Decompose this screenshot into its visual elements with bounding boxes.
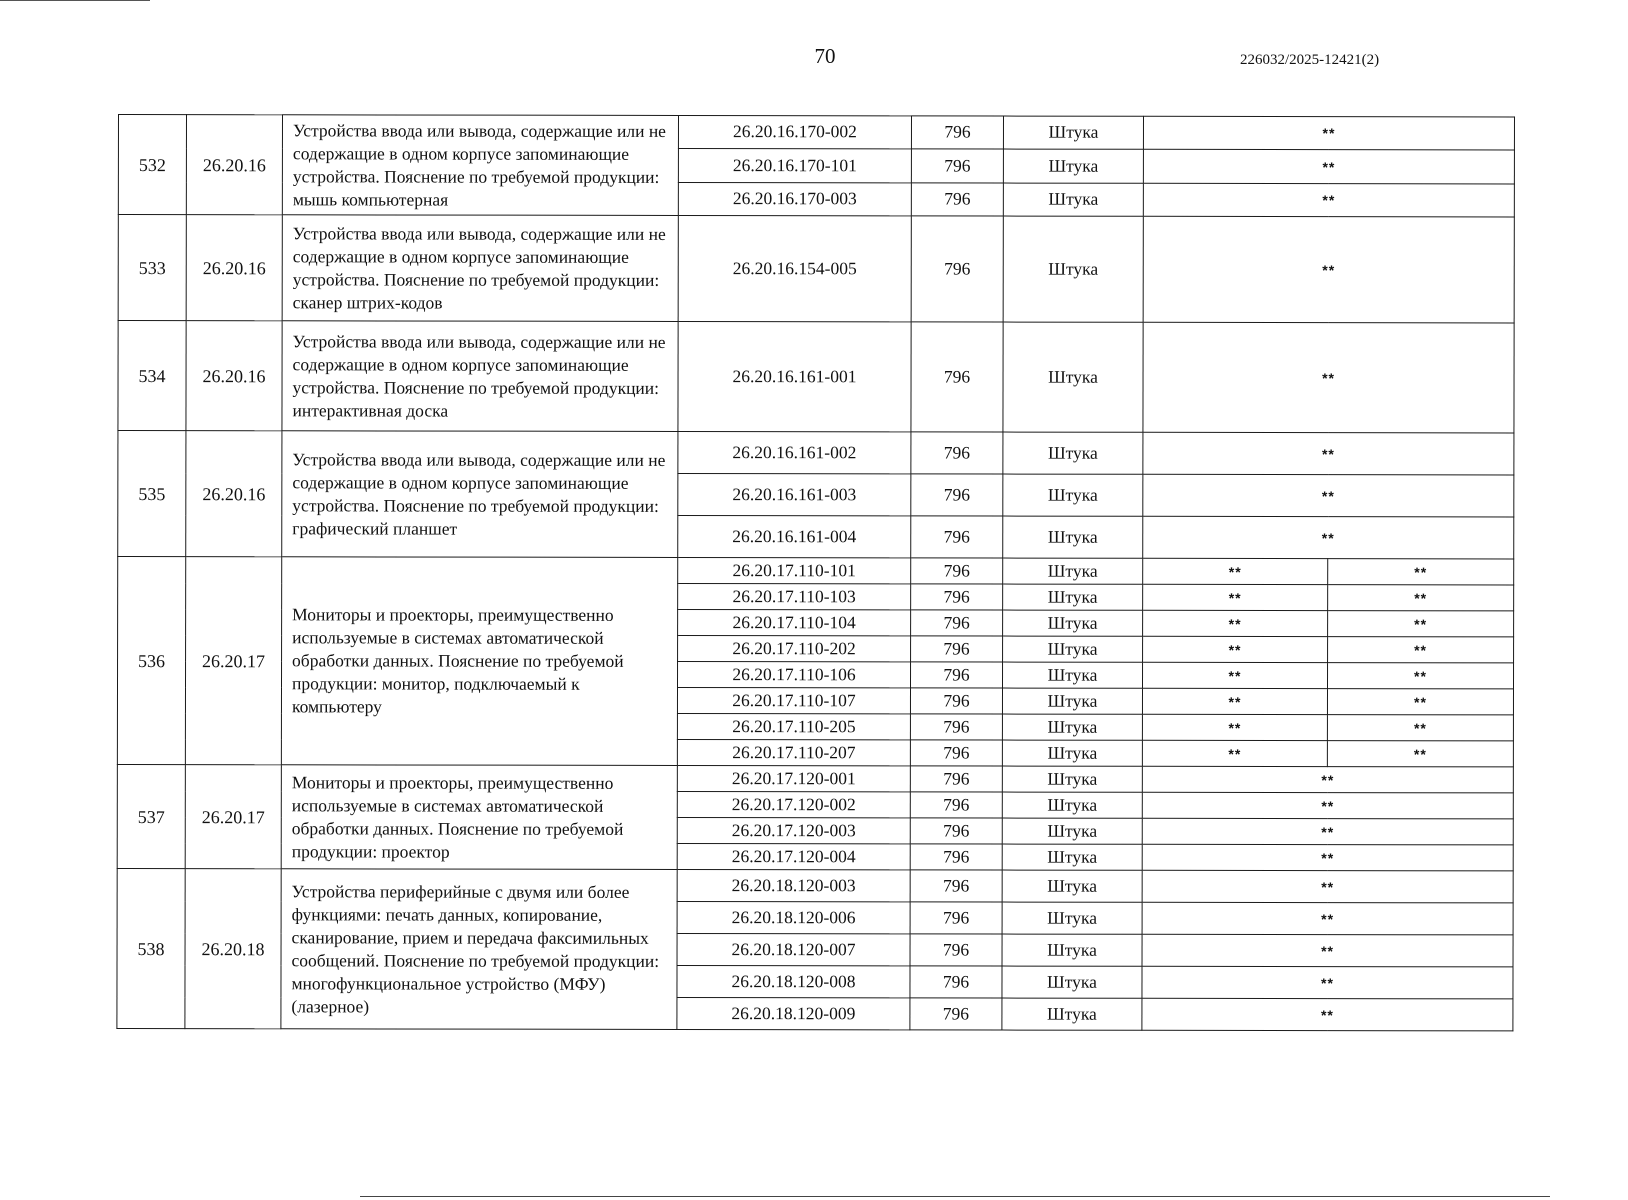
unit-name: Штука — [1002, 934, 1142, 966]
okei-code: 796 — [910, 870, 1002, 902]
ktru-code: 26.20.16.170-101 — [678, 148, 911, 182]
value-cell: ** — [1143, 474, 1514, 517]
row-number: 537 — [117, 764, 185, 868]
okei-code: 796 — [911, 322, 1003, 432]
unit-name: Штука — [1003, 610, 1143, 636]
okei-code: 796 — [911, 516, 1003, 558]
unit-name: Штука — [1002, 818, 1142, 844]
ktru-code: 26.20.17.110-205 — [677, 713, 910, 739]
value-cell: ** — [1142, 740, 1327, 766]
value-cell: ** — [1142, 792, 1513, 819]
product-description: Устройства периферийные с двумя или более функциями: печать данных, копирование, сканирование, прием и передача факсимильных сообщений. Пояснение по требуемой продукции: многофункциональное устройство (МФУ) (лазерное) — [281, 869, 677, 1030]
value-cell: ** — [1328, 637, 1514, 663]
value-cell: ** — [1142, 662, 1327, 688]
ktru-code: 26.20.16.154-005 — [678, 215, 911, 321]
row-number: 536 — [117, 557, 185, 765]
okpd2-code: 26.20.17 — [185, 765, 281, 869]
unit-name: Штука — [1003, 116, 1143, 149]
ktru-code: 26.20.17.110-107 — [677, 687, 910, 713]
ktru-code: 26.20.17.120-001 — [677, 765, 910, 791]
okei-code: 796 — [911, 610, 1003, 636]
okei-code: 796 — [911, 636, 1003, 662]
ktru-code: 26.20.17.110-202 — [678, 635, 911, 661]
value-cell: ** — [1143, 432, 1514, 475]
unit-name: Штука — [1003, 636, 1143, 662]
value-cell: ** — [1143, 636, 1328, 662]
unit-name: Штука — [1002, 966, 1142, 998]
unit-name: Штука — [1003, 216, 1143, 322]
unit-name: Штука — [1003, 149, 1143, 183]
value-cell: ** — [1327, 663, 1513, 689]
okei-code: 796 — [911, 183, 1003, 216]
row-number: 534 — [118, 321, 186, 431]
unit-name: Штука — [1002, 766, 1142, 792]
ktru-code: 26.20.18.120-008 — [677, 965, 910, 997]
okei-code: 796 — [911, 474, 1003, 516]
table-row — [118, 431, 1514, 475]
ktru-code: 26.20.17.110-101 — [678, 557, 911, 583]
page-number: 70 — [814, 44, 836, 68]
value-cell: ** — [1142, 844, 1513, 871]
unit-name: Штука — [1003, 432, 1143, 474]
okei-code: 796 — [911, 584, 1003, 610]
ktru-code: 26.20.16.170-002 — [678, 115, 911, 148]
ktru-code: 26.20.18.120-003 — [677, 869, 910, 901]
okei-code: 796 — [910, 740, 1002, 766]
value-cell: ** — [1143, 149, 1514, 184]
ktru-code: 26.20.17.110-207 — [677, 739, 910, 765]
value-cell: ** — [1328, 611, 1514, 637]
ktru-code: 26.20.16.161-004 — [678, 515, 911, 557]
product-description: Мониторы и проекторы, преимущественно используемые в системах автоматической обработки данных. Пояснение по требуемой продукции: монитор, подключаемый к компьютеру — [281, 557, 677, 766]
unit-name: Штука — [1002, 714, 1142, 740]
ktru-code: 26.20.16.161-001 — [678, 321, 911, 431]
value-cell: ** — [1327, 741, 1513, 767]
ktru-code: 26.20.16.170-003 — [678, 182, 911, 215]
okei-code: 796 — [910, 714, 1002, 740]
unit-name: Штука — [1002, 998, 1142, 1030]
unit-name: Штука — [1002, 688, 1142, 714]
okei-code: 796 — [910, 902, 1002, 934]
value-cell: ** — [1142, 818, 1513, 845]
okpd2-code: 26.20.16 — [186, 215, 282, 321]
value-cell: ** — [1142, 766, 1513, 793]
value-cell: ** — [1328, 559, 1514, 585]
ktru-code: 26.20.18.120-006 — [677, 901, 910, 933]
okei-code: 796 — [910, 844, 1002, 870]
requirements-table — [116, 114, 1515, 1031]
okei-code: 796 — [911, 149, 1003, 183]
unit-name: Штука — [1003, 183, 1143, 216]
table-body — [117, 115, 1515, 1031]
okpd2-code: 26.20.17 — [185, 557, 281, 765]
row-number: 535 — [118, 431, 186, 557]
ktru-code: 26.20.17.120-004 — [677, 843, 910, 869]
value-cell: ** — [1143, 183, 1514, 217]
okei-code: 796 — [911, 116, 1003, 149]
value-cell: ** — [1327, 715, 1513, 741]
table-row — [118, 321, 1514, 433]
table-row — [118, 557, 1514, 585]
value-cell: ** — [1142, 688, 1327, 714]
unit-name: Штука — [1003, 516, 1143, 558]
okei-code: 796 — [911, 432, 1003, 474]
table-row — [117, 764, 1513, 792]
okei-code: 796 — [911, 558, 1003, 584]
value-cell: ** — [1327, 689, 1513, 715]
value-cell: ** — [1143, 116, 1514, 150]
okei-code: 796 — [910, 662, 1002, 688]
unit-name: Штука — [1003, 322, 1143, 432]
product-description: Мониторы и проекторы, преимущественно используемые в системах автоматической обработки данных. Пояснение по требуемой продукции: проектор — [281, 765, 677, 870]
top-rule — [0, 0, 150, 1]
value-cell: ** — [1143, 516, 1514, 559]
okei-code: 796 — [910, 766, 1002, 792]
product-description: Устройства ввода или вывода, содержащие или не содержащие в одном корпусе запоминающие устройства. Пояснение по требуемой продукции: интерактивная доска — [282, 321, 678, 432]
value-cell: ** — [1142, 902, 1513, 935]
okei-code: 796 — [910, 934, 1002, 966]
value-cell: ** — [1142, 998, 1513, 1031]
value-cell: ** — [1143, 322, 1514, 433]
okei-code: 796 — [910, 818, 1002, 844]
okpd2-code: 26.20.16 — [186, 321, 282, 431]
row-number: 532 — [118, 115, 186, 215]
product-description: Устройства ввода или вывода, содержащие или не содержащие в одном корпусе запоминающие устройства. Пояснение по требуемой продукции: сканер штрих-кодов — [282, 215, 678, 322]
unit-name: Штука — [1002, 870, 1142, 902]
table-row — [117, 868, 1513, 902]
row-number: 533 — [118, 215, 186, 321]
okei-code: 796 — [910, 792, 1002, 818]
product-description: Устройства ввода или вывода, содержащие или не содержащие в одном корпусе запоминающие устройства. Пояснение по требуемой продукции: графический планшет — [282, 431, 678, 558]
ktru-code: 26.20.17.110-106 — [677, 661, 910, 687]
unit-name: Штука — [1002, 902, 1142, 934]
ktru-code: 26.20.17.120-003 — [677, 817, 910, 843]
table-row — [118, 115, 1514, 150]
okpd2-code: 26.20.16 — [186, 431, 282, 557]
ktru-code: 26.20.18.120-007 — [677, 933, 910, 965]
okei-code: 796 — [910, 688, 1002, 714]
okei-code: 796 — [911, 216, 1003, 322]
value-cell: ** — [1142, 934, 1513, 967]
okei-code: 796 — [910, 966, 1002, 998]
okei-code: 796 — [910, 998, 1002, 1030]
value-cell: ** — [1143, 610, 1328, 636]
value-cell: ** — [1142, 966, 1513, 999]
value-cell: ** — [1142, 714, 1327, 740]
ktru-code: 26.20.17.120-002 — [677, 791, 910, 817]
value-cell: ** — [1142, 870, 1513, 903]
ktru-code: 26.20.18.120-009 — [677, 997, 910, 1029]
value-cell: ** — [1143, 216, 1514, 323]
unit-name: Штука — [1003, 474, 1143, 516]
okpd2-code: 26.20.16 — [186, 115, 282, 215]
ktru-code: 26.20.17.110-104 — [678, 609, 911, 635]
ktru-code: 26.20.16.161-002 — [678, 431, 911, 473]
unit-name: Штука — [1003, 584, 1143, 610]
value-cell: ** — [1143, 584, 1328, 610]
document-id: 226032/2025-12421(2) — [1240, 52, 1380, 68]
unit-name: Штука — [1002, 662, 1142, 688]
value-cell: ** — [1328, 585, 1514, 611]
okpd2-code: 26.20.18 — [185, 869, 281, 1029]
unit-name: Штука — [1002, 844, 1142, 870]
bottom-rule — [360, 1196, 1550, 1197]
unit-name: Штука — [1002, 792, 1142, 818]
ktru-code: 26.20.17.110-103 — [678, 583, 911, 609]
unit-name: Штука — [1003, 558, 1143, 584]
row-number: 538 — [117, 868, 185, 1028]
table-row — [118, 215, 1514, 323]
product-description: Устройства ввода или вывода, содержащие или не содержащие в одном корпусе запоминающие устройства. Пояснение по требуемой продукции: мышь компьютерная — [282, 115, 678, 216]
ktru-code: 26.20.16.161-003 — [678, 473, 911, 515]
value-cell: ** — [1143, 558, 1328, 584]
unit-name: Штука — [1002, 740, 1142, 766]
